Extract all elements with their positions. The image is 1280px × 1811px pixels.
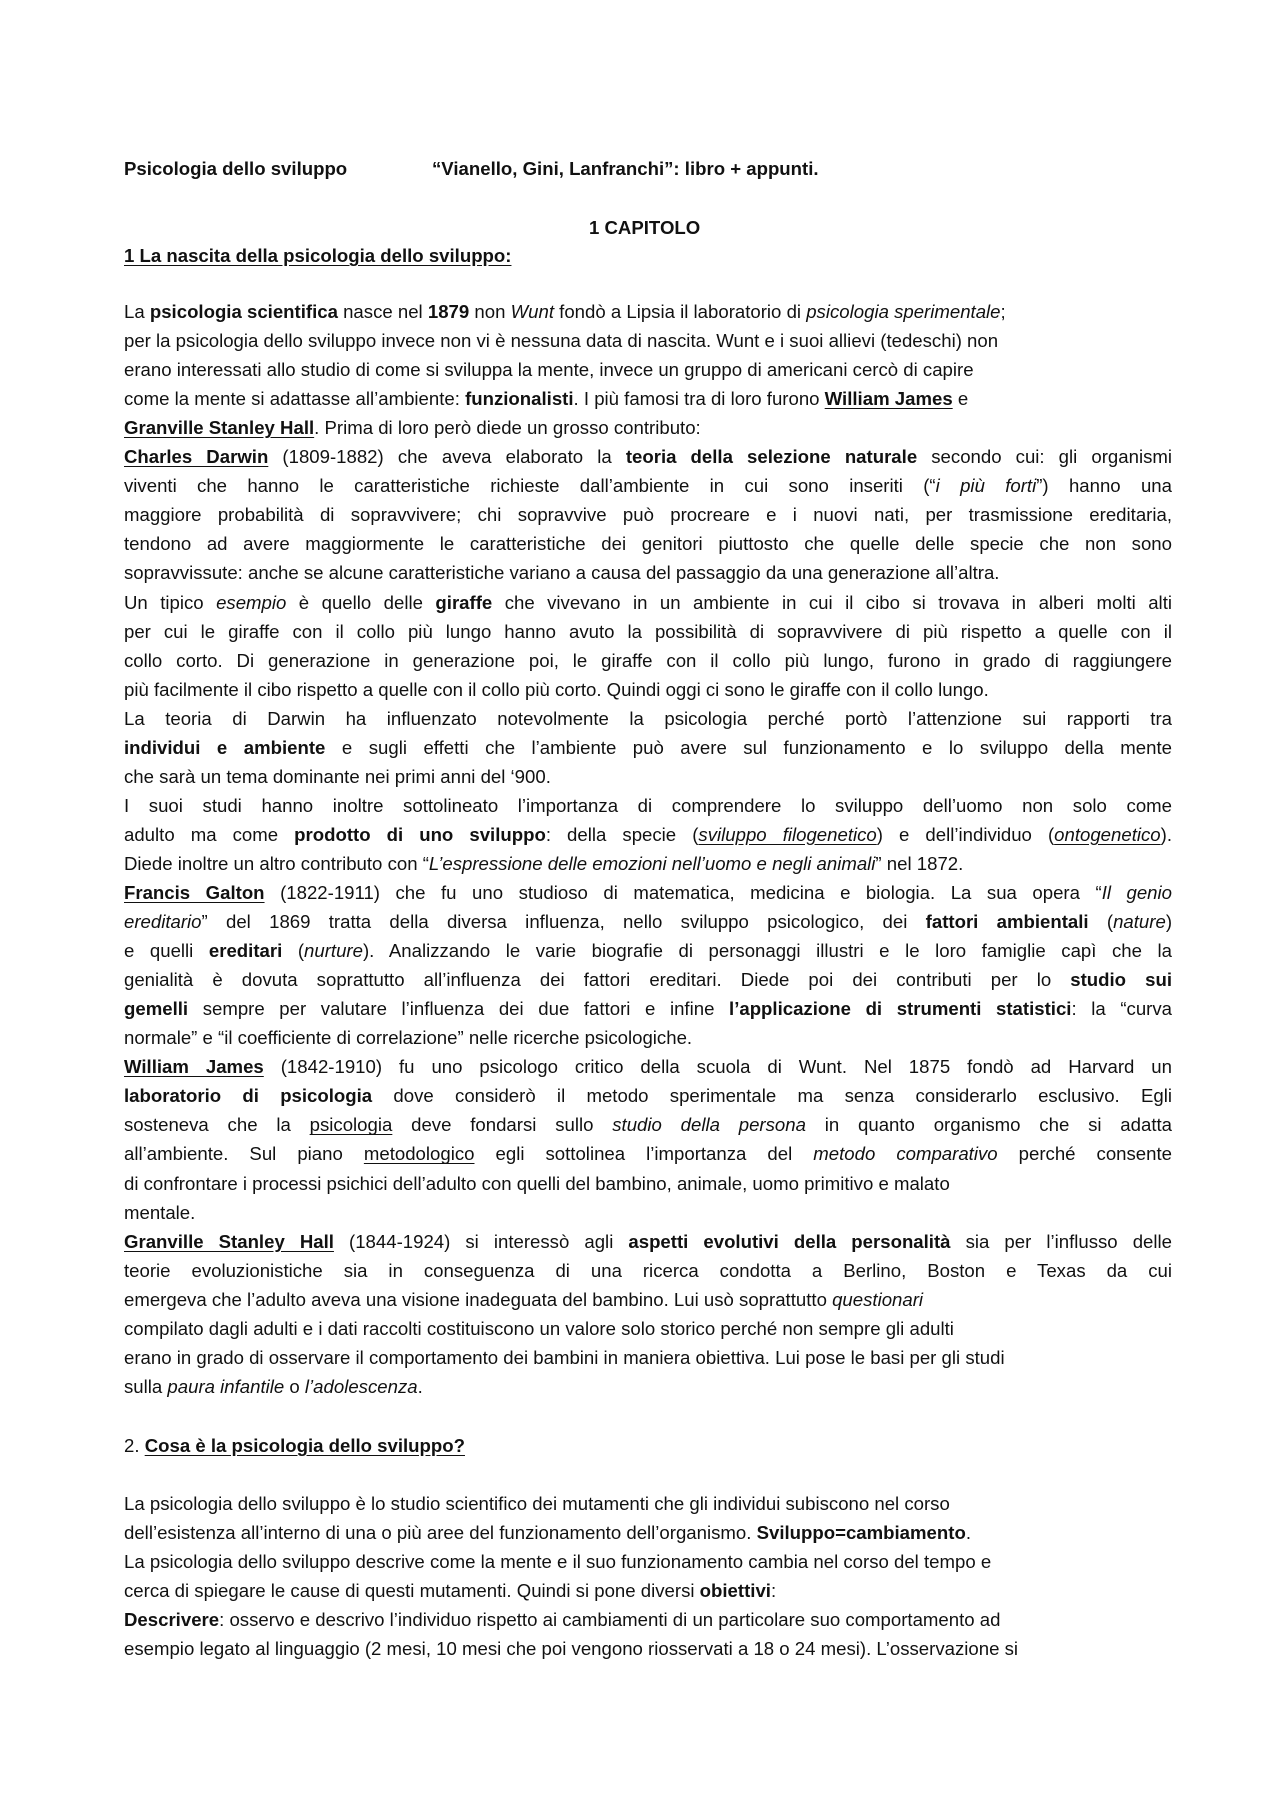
text-run: sia per l’influsso delle — [950, 1230, 1172, 1252]
text-run: Un tipico — [124, 591, 217, 613]
text-run: sosteneva che la — [124, 1114, 310, 1136]
text-line — [124, 878, 1172, 907]
text-run: per la psicologia dello sviluppo invece non vi è nessuna data di nascita. Wunt e i suoi allievi (tedeschi) non — [124, 330, 999, 352]
text-run: Diede inoltre un altro contributo con “ — [124, 852, 429, 874]
text-run: che vivevano in un ambiente in cui il cibo si trovava in alberi molti alti — [492, 591, 1172, 613]
emphasis-term: psicologia scientifica — [149, 301, 338, 322]
text-run: ). Analizzando le varie biografie di personaggi illustri e le loro famiglie capì che la — [362, 940, 1173, 962]
emphasis-term: esempio — [216, 591, 287, 613]
text-run: (1822-1911) che fu uno studioso di matematica, medicina e biologia. La sua opera “ — [264, 882, 1102, 903]
text-line — [124, 994, 1172, 1023]
text-run: dell’esistenza all’interno di una o più aree del funzionamento dell’organismo. — [124, 1522, 757, 1543]
text-line — [124, 1023, 692, 1052]
text-line — [124, 442, 1172, 471]
emphasis-term: obiettivi — [699, 1580, 771, 1601]
text-line — [124, 1576, 776, 1605]
text-line — [124, 1518, 971, 1547]
emphasis-term: laboratorio di psicologia — [124, 1085, 373, 1107]
emphasis-term: psicologia sperimentale — [806, 301, 1001, 322]
text-line — [124, 1198, 195, 1227]
text-run: ” del 1869 tratta della diversa influenza, nello sviluppo psicologico, dei — [201, 911, 926, 933]
underlined-term: sviluppo filogenetico — [698, 823, 877, 845]
text-line — [124, 529, 1172, 558]
text-run: ”) hanno una — [1036, 475, 1172, 497]
course-title: Psicologia dello sviluppo — [124, 158, 348, 179]
emphasis-term: l’applicazione di strumenti statistici — [729, 998, 1072, 1020]
text-run: La — [124, 301, 150, 322]
emphasis-term: paura infantile — [167, 1375, 285, 1397]
underlined-term: metodologico — [363, 1143, 475, 1165]
text-line — [124, 413, 701, 442]
text-run: : la “curva — [1071, 998, 1172, 1020]
text-run: . I più famosi tra di loro furono — [573, 388, 825, 410]
underlined-term: Granville Stanley Hall — [124, 1230, 334, 1252]
emphasis-term: individui e ambiente — [124, 736, 326, 758]
text-run: che sarà un tema dominante nei primi anni del ‘900. — [124, 765, 551, 787]
text-line — [124, 1634, 1018, 1663]
text-line — [124, 1372, 423, 1401]
text-run: adulto ma come — [124, 823, 295, 845]
text-line — [124, 936, 1172, 965]
emphasis-term: Descrivere — [124, 1609, 220, 1630]
text-line — [124, 762, 551, 791]
emphasis-term: questionari — [832, 1288, 924, 1310]
text-run: ). — [1160, 823, 1173, 845]
text-run: è quello delle — [286, 591, 436, 613]
text-line — [124, 704, 1172, 733]
text-line — [124, 558, 999, 587]
text-run: sempre per valutare l’influenza dei due fattori e infine — [188, 998, 730, 1020]
emphasis-term: i più forti — [935, 475, 1037, 497]
emphasis-term: nurture — [304, 940, 363, 962]
text-line — [124, 907, 1172, 936]
text-line — [124, 820, 1172, 849]
text-line — [124, 500, 1172, 529]
emphasis-term: aspetti evolutivi della personalità — [628, 1230, 951, 1252]
underlined-term: William James — [824, 388, 953, 410]
text-run: : — [770, 1580, 777, 1601]
text-run: . — [417, 1375, 423, 1397]
text-run: e sugli effetti che l’ambiente può avere sul funzionamento e lo sviluppo della mente — [325, 736, 1172, 758]
text-run: La psicologia dello sviluppo descrive come la mente e il suo funzionamento cambia nel corso del tempo e — [124, 1551, 992, 1572]
text-run: e — [952, 388, 969, 410]
text-run: per cui le giraffe con il collo più lungo hanno avuto la possibilità di sopravvivere di più rispetto a quelle con il — [124, 620, 1172, 642]
text-run: fondò a Lipsia il laboratorio di — [554, 301, 807, 322]
text-line — [124, 1169, 950, 1198]
text-run: cerca di spiegare le cause di questi mutamenti. Quindi si pone diversi — [124, 1580, 700, 1601]
underlined-term: Granville Stanley Hall — [124, 417, 315, 439]
text-line — [124, 355, 974, 384]
underlined-term: Francis Galton — [124, 882, 265, 903]
emphasis-term: funzionalisti — [465, 388, 574, 410]
text-line — [124, 1081, 1172, 1110]
emphasis-term: studio della persona — [612, 1114, 806, 1136]
text-run: dove considerò il metodo sperimentale ma senza considerarlo esclusivo. Egli — [372, 1085, 1172, 1107]
text-run: viventi che hanno le caratteristiche richieste dall’ambiente in cui sono inseriti (“ — [124, 475, 936, 497]
text-line — [124, 326, 998, 355]
text-run: (1842-1910) fu uno psicologo critico della scuola di Wunt. Nel 1875 fondò ad Harvard un — [263, 1056, 1172, 1078]
text-run: più facilmente il cibo rispetto a quelle con il collo più corto. Quindi oggi ci sono le giraffe con il collo lungo. — [124, 678, 989, 700]
section-2-number: 2. — [124, 1435, 145, 1456]
text-line — [124, 1489, 950, 1518]
text-run: (1844-1924) si interessò agli — [333, 1230, 629, 1252]
text-run: mentale. — [124, 1201, 196, 1223]
emphasis-term: Wunt — [510, 301, 554, 322]
underlined-term: Charles Darwin — [124, 446, 269, 468]
underlined-term: psicologia — [309, 1114, 393, 1136]
text-run: sopravvissute: anche se alcune caratteristiche variano a causa del passaggio da una generazione all’altra. — [124, 562, 1000, 584]
text-run: erano interessati allo studio di come si sviluppa la mente, invece un gruppo di americani cercò di capire — [124, 359, 974, 381]
text-line — [124, 588, 1172, 617]
emphasis-term: studio sui — [1070, 969, 1172, 991]
underlined-term: William James — [124, 1056, 264, 1078]
text-line — [124, 675, 989, 704]
text-line — [124, 1547, 991, 1576]
text-run: ” nel 1872. — [875, 852, 964, 874]
emphasis-term: gemelli — [124, 998, 189, 1020]
emphasis-term: metodo comparativo — [813, 1143, 998, 1165]
emphasis-term: giraffe — [435, 591, 493, 613]
text-run: tendono ad avere maggiormente le caratteristiche dei genitori piuttosto che quelle delle specie che non sono — [124, 533, 1172, 555]
text-run: in quanto organismo che si adatta — [805, 1114, 1173, 1136]
underlined-term: ontogenetico — [1054, 823, 1161, 845]
emphasis-term: nature — [1113, 911, 1166, 933]
emphasis-term: ereditari — [208, 940, 283, 962]
text-run: nasce nel — [337, 301, 428, 322]
text-run: ) e dell’individuo ( — [876, 823, 1055, 845]
text-run: e quelli — [124, 940, 209, 962]
text-line — [124, 1227, 1172, 1256]
text-run: all’ambiente. Sul piano — [124, 1143, 364, 1165]
text-line — [124, 1110, 1172, 1139]
text-run: La teoria di Darwin ha influenzato notevolmente la psicologia perché portò l’attenzione sui rapporti tra — [124, 707, 1172, 729]
emphasis-term: ereditario — [124, 911, 202, 933]
text-line — [124, 1605, 1000, 1634]
text-run: (1809-1882) che aveva elaborato la — [268, 446, 626, 468]
text-line — [124, 617, 1172, 646]
text-run: non — [469, 301, 511, 322]
text-run: genialità è dovuta soprattutto all’influenza dei fattori ereditari. Diede poi dei contributi per lo — [124, 969, 1071, 991]
emphasis-term: l’adolescenza — [304, 1375, 418, 1397]
emphasis-term: 1879 — [427, 301, 470, 322]
text-line — [124, 1256, 1172, 1285]
text-run: maggiore probabilità di sopravvivere; chi sopravvive può procreare e i nuovi nati, per trasmissione ereditaria, — [124, 504, 1172, 526]
emphasis-term: L’espressione delle emozioni nell’uomo e negli animali — [428, 852, 876, 874]
text-run: . — [965, 1522, 971, 1543]
text-line — [124, 384, 968, 413]
text-run: emergeva che l’adulto aveva una visione inadeguata del bambino. Lui usò soprattutto — [124, 1288, 833, 1310]
text-run: normale” e “il coefficiente di correlazione” nelle ricerche psicologiche. — [124, 1027, 693, 1049]
text-run: sulla — [124, 1375, 168, 1397]
text-line — [124, 849, 963, 878]
text-run: esempio legato al linguaggio (2 mesi, 10 mesi che poi vengono riosservati a 18 o 24 mesi). L’osservazione si — [124, 1638, 1019, 1659]
text-line — [124, 646, 1172, 675]
emphasis-term: prodotto di uno sviluppo — [294, 823, 546, 845]
text-run: : osservo e descrivo l’individuo rispetto ai cambiamenti di un particolare suo comportamento ad — [219, 1609, 1001, 1630]
text-line — [124, 965, 1172, 994]
text-line — [124, 733, 1172, 762]
book-reference: “Vianello, Gini, Lanfranchi”: libro + appunti. — [432, 158, 819, 179]
section-2-title: Cosa è la psicologia dello sviluppo? — [144, 1435, 465, 1456]
emphasis-term: Sviluppo=cambiamento — [756, 1522, 966, 1543]
text-line — [124, 471, 1172, 500]
text-line — [124, 1314, 954, 1343]
text-run: deve fondarsi sullo — [392, 1114, 613, 1136]
text-line — [124, 791, 1172, 820]
text-line — [124, 297, 1006, 326]
text-run: collo corto. Di generazione in generazione poi, le giraffe con il collo più lungo, furono in grado di raggiungere — [124, 649, 1172, 671]
text-run: teorie evoluzionistiche sia in conseguenza di una ricerca condotta a Berlino, Boston e Texas da cui — [124, 1259, 1172, 1281]
text-line — [124, 1052, 1172, 1081]
emphasis-term: fattori ambientali — [925, 911, 1089, 933]
text-line — [124, 1343, 1005, 1372]
text-run: . Prima di loro però diede un grosso contributo: — [314, 417, 701, 439]
section-2-heading — [124, 1431, 465, 1460]
text-run: egli sottolinea l’importanza del — [474, 1143, 814, 1165]
text-run: ( — [1088, 911, 1114, 933]
text-run: o — [284, 1375, 305, 1397]
text-run: : della specie ( — [545, 823, 699, 845]
text-run: ( — [282, 940, 305, 962]
text-line — [124, 1139, 1172, 1168]
text-run: di confrontare i processi psichici dell’adulto con quelli del bambino, animale, uomo primitivo e malato — [124, 1172, 950, 1194]
text-run: I suoi studi hanno inoltre sottolineato l’importanza di comprendere lo sviluppo dell’uomo non solo come — [124, 794, 1172, 816]
text-run: ) — [1165, 911, 1173, 933]
text-run: secondo cui: gli organismi — [917, 446, 1172, 468]
section-1-heading: 1 La nascita della psicologia dello sviluppo: — [124, 245, 512, 266]
text-run: come la mente si adattasse all’ambiente: — [124, 388, 466, 410]
text-run: perché consente — [997, 1143, 1172, 1165]
text-line — [124, 1285, 923, 1314]
emphasis-term: teoria della selezione naturale — [625, 446, 918, 468]
chapter-heading: 1 CAPITOLO — [589, 217, 701, 238]
text-run: La psicologia dello sviluppo è lo studio scientifico dei mutamenti che gli individui subiscono nel corso — [124, 1493, 950, 1514]
text-run: compilato dagli adulti e i dati raccolti costituiscono un valore solo storico perché non sempre gli adulti — [124, 1317, 954, 1339]
text-run: erano in grado di osservare il comportamento dei bambini in maniera obiettiva. Lui pose le basi per gli studi — [124, 1346, 1005, 1368]
text-run: ; — [1000, 301, 1006, 322]
emphasis-term: Il genio — [1101, 882, 1172, 903]
